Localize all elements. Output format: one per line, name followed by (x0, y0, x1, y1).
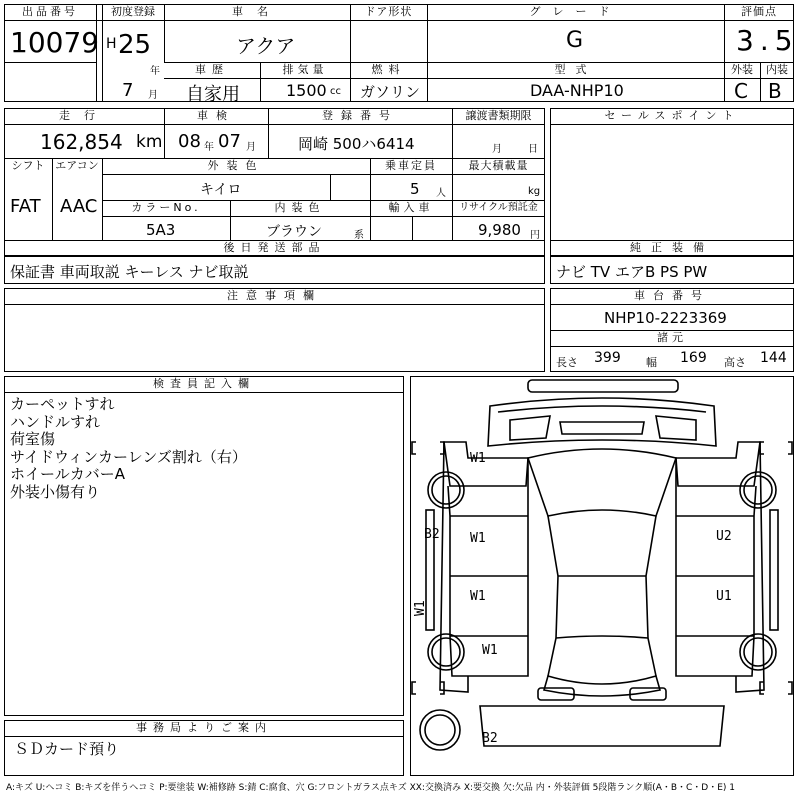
width: 169 (680, 350, 707, 366)
inspector-note: ホイールカバーA (10, 465, 125, 483)
inspection-label: 車検 (197, 109, 235, 122)
chassis-number: NHP10-2223369 (604, 309, 727, 327)
registration-month: 7 (122, 80, 134, 101)
model-label: 型式 (554, 63, 597, 76)
door-type-label: ドア形状 (364, 5, 413, 18)
grade-label: グレード (529, 5, 622, 18)
inspection-year: 08 (178, 131, 201, 152)
year-unit: 年 (150, 66, 160, 77)
grade: G (566, 28, 584, 53)
inspector-notes (10, 396, 247, 501)
mileage-unit: km (136, 132, 163, 152)
max-load-label: 最大積載量 (468, 159, 529, 172)
office-value: ＳＤカード預り (14, 740, 120, 758)
damage-mark: W1 (470, 451, 486, 466)
length: 399 (594, 350, 621, 366)
inspector-note: ハンドルすれ (10, 412, 101, 431)
car-diagram (410, 376, 794, 776)
color-number: 5A3 (146, 221, 176, 239)
mileage: 162,854 (40, 130, 123, 154)
notes-label: 注意事項欄 (227, 289, 322, 302)
recycle-fee: 9,980 (478, 221, 521, 239)
length-label: 長さ (556, 356, 578, 369)
interior-color: ブラウン (266, 224, 322, 240)
damage-mark: W1 (470, 531, 486, 546)
history-label: 車歴 (195, 63, 229, 76)
month-unit: 月 (148, 90, 158, 101)
era: H (106, 36, 117, 52)
transfer-day-unit: 日 (528, 144, 538, 155)
capacity-unit: 人 (436, 188, 446, 199)
score-label: 評価点 (741, 5, 777, 18)
damage-mark: U1 (716, 589, 732, 604)
plate-label: 登録番号 (322, 109, 398, 122)
parts-value: 保証書 車両取説 キーレス ナビ取説 (10, 263, 249, 281)
model-code: DAA-NHP10 (530, 81, 624, 100)
inspector-note: 荷室傷 (10, 430, 56, 448)
shift-label: シフト (11, 159, 45, 172)
exterior-grade-label: 外装 (731, 63, 753, 76)
transfer-month-unit: 月 (492, 144, 502, 155)
legend: A:キズ U:ヘコミ B:キズを伴うヘコミ P:要塗装 W:補修跡 S:錆 C:腐食、穴 G:フロントガラス点キズ XX:交換済み X:要交換 欠:欠品 内・外装評価 5段階ランク順(A・B・C・D・E) 1 (6, 783, 736, 793)
fuel: ガソリン (360, 83, 421, 101)
exterior-color: キイロ (200, 182, 242, 198)
interior-grade-label: 内装 (766, 63, 788, 76)
sales-point-label: セールスポイント (604, 109, 740, 122)
inspector-note: サイドウィンカーレンズ割れ（右） (10, 447, 247, 466)
parts-label: 後日発送部品 (223, 241, 326, 254)
lot-number: 10079 (10, 26, 100, 59)
inspector-note: カーペットすれ (10, 395, 115, 413)
color-number-label: カラーNo. (131, 201, 201, 214)
capacity-label: 乗車定員 (385, 159, 437, 172)
exterior-color-label: 外装色 (207, 159, 265, 172)
displacement-unit: cc (330, 86, 341, 97)
car-name-label: 車名 (232, 5, 282, 18)
car-name: アクア (236, 34, 296, 58)
sales-point-panel (550, 108, 794, 256)
mileage-label: 走行 (59, 109, 109, 122)
transfer-deadline-label: 譲渡書類期限 (465, 109, 532, 122)
max-load-unit: kg (528, 186, 541, 197)
aircon-label: エアコン (55, 159, 99, 172)
damage-mark: B2 (424, 527, 440, 542)
equipment-value: ナビ TV エアB PS PW (556, 263, 708, 281)
equipment-label: 純正装備 (630, 241, 714, 254)
shift: FAT (10, 196, 41, 217)
office-label: 事務局よりご案内 (136, 721, 272, 734)
plate-number: 岡崎 500ハ6414 (298, 135, 415, 153)
history: 自家用 (186, 84, 240, 105)
recycle-unit: 円 (530, 230, 540, 241)
exterior-grade: C (734, 79, 748, 103)
damage-mark: W1 (470, 589, 486, 604)
chassis-label: 車台番号 (634, 289, 710, 302)
score: 3.5 (736, 24, 799, 57)
width-label: 幅 (646, 356, 657, 369)
damage-mark: B2 (482, 731, 498, 746)
inspection-month: 07 (218, 131, 241, 152)
height-label: 高さ (724, 356, 746, 369)
lot-number-label: 出品番号 (22, 5, 78, 18)
fuel-label: 燃料 (371, 63, 406, 76)
damage-mark: W1 (413, 600, 428, 616)
inspector-note: 外装小傷有り (10, 482, 101, 501)
displacement: 1500 (286, 81, 327, 100)
displacement-label: 排気量 (282, 63, 328, 76)
inspection-month-unit: 月 (246, 142, 256, 153)
height: 144 (760, 350, 787, 366)
interior-color-label: 内装色 (274, 201, 326, 214)
inspection-year-unit: 年 (204, 142, 214, 153)
damage-mark: U2 (716, 529, 732, 544)
import-label: 輸入車 (388, 201, 434, 214)
registration-year: 25 (118, 30, 152, 60)
damage-mark: W1 (482, 643, 498, 658)
aircon: AAC (60, 196, 98, 217)
specs-label: 諸元 (657, 331, 687, 344)
interior-grade: B (768, 79, 782, 103)
inspector-label: 検査員記入欄 (153, 377, 255, 390)
recycle-label: リサイクル預託金 (459, 202, 538, 213)
interior-color-unit: 系 (354, 230, 364, 241)
first-registration-label: 初度登録 (111, 5, 155, 18)
capacity: 5 (410, 180, 420, 198)
